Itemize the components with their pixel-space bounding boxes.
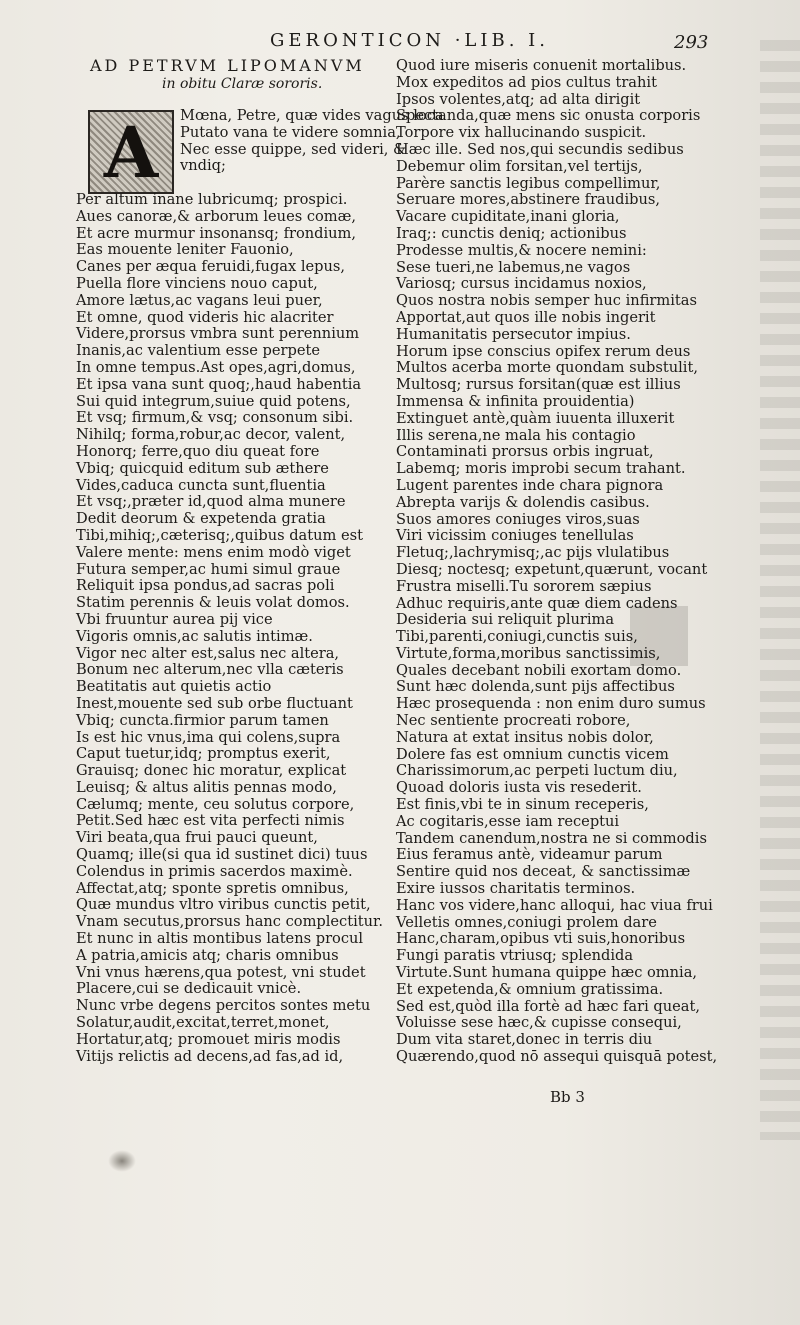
verse-line: Eas mouente leniter Fauonio, — [76, 241, 294, 259]
verse-line: Frustra miselli.Tu sororem sæpius — [396, 577, 652, 595]
verse-line: Nunc vrbe degens percitos sontes metu — [76, 997, 371, 1015]
verse-line: Extinguet antè,quàm iuuenta illuxerit — [396, 409, 675, 427]
verse-line: Videre,prorsus vmbra sunt perennium — [76, 325, 360, 343]
verse-line: Humanitatis persecutor impius. — [396, 325, 631, 343]
verse-line: Mox expeditos ad pios cultus trahit — [396, 73, 657, 91]
verse-line: Nihilq; forma,robur,ac decor, valent, — [76, 426, 346, 444]
verse-line: Hanc vos videre,hanc alloqui, hac viua frui — [396, 896, 713, 914]
verse-line: In omne tempus.Ast opes,agri,domus, — [76, 358, 356, 376]
verse-line: Sunt hæc dolenda,sunt pijs affectibus — [396, 678, 675, 696]
verse-line: Et omne, quod videris hic alacriter — [76, 308, 334, 326]
verse-line: Charissimorum,ac perpeti luctum diu, — [396, 762, 678, 780]
verse-line: Fungi paratis vtriusq; splendida — [396, 947, 634, 965]
verse-line: Leuisq; & altus alitis pennas modo, — [76, 778, 337, 796]
verse-line: A patria,amicis atq; charis omnibus — [76, 946, 339, 964]
verse-line: Prodesse multis,& nocere nemini: — [396, 241, 647, 259]
verse-line: Variosq; cursus incidamus noxios, — [396, 275, 647, 293]
verse-line: Et acre murmur insonansq; frondium, — [76, 224, 357, 242]
verse-line: Debemur olim forsitan,vel tertijs, — [396, 157, 643, 175]
verse-line: Abrepta varijs & dolendis casibus. — [396, 493, 650, 511]
verse-line: Vbiq; cuncta.firmior parum tamen — [76, 711, 329, 729]
verse-line: Vigoris omnis,ac salutis intimæ. — [76, 627, 313, 645]
verse-line: Hæc prosequenda : non enim duro sumus — [396, 695, 706, 713]
verse-line: Vacare cupiditate,inani gloria, — [396, 208, 620, 226]
verse-line: Quales decebant nobili exortam domo. — [396, 661, 682, 679]
verse-line: Vigor nec alter est,salus nec altera, — [76, 644, 340, 662]
verse-line: Puella flore vinciens nouo caput, — [76, 274, 318, 292]
verse-line: Et ipsa vana sunt quoq;,haud habentia — [76, 375, 362, 393]
verse-line: Vni vnus hærens,qua potest, vni studet — [76, 963, 366, 981]
verse-line: Virtute.Sunt humana quippe hæc omnia, — [396, 964, 698, 982]
right-column — [396, 57, 718, 1066]
verse-line: Multos acerba morte quondam substulit, — [396, 359, 698, 377]
verse-line: Quamq; ille(si qua id sustinet dici) tuus — [76, 846, 368, 864]
running-head-title: GERONTICON ·LIB. I. — [270, 30, 549, 51]
verse-line: Sed est,quòd illa fortè ad hæc fari queat, — [396, 997, 700, 1015]
bleed-through-text — [760, 40, 800, 1140]
verse-line: Per altum inane lubricumq; prospici. — [76, 191, 348, 208]
verse-line: Spectanda,quæ mens sic onusta corporis — [396, 107, 701, 125]
verse-line: Virtute,forma,moribus sanctissimis, — [396, 644, 661, 662]
page-number: 293 — [674, 32, 709, 53]
verse-line: Petit.Sed hæc est vita perfecti nimis — [76, 812, 345, 830]
verse-line: Iraq;: cunctis deniq; actionibus — [396, 224, 627, 242]
verse-line: Inest,mouente sed sub orbe fluctuant — [76, 694, 353, 712]
verse-line: Tibi,parenti,coniugi,cunctis suis, — [396, 628, 638, 646]
verse-line: Grauisq; donec hic moratur, explicat — [76, 762, 347, 780]
verse-line: Immensa & infinita prouidentia) — [396, 392, 635, 410]
decorated-initial — [88, 110, 174, 194]
verse-line: Apportat,aut quos ille nobis ingerit — [396, 308, 656, 326]
verse-line: Et vsq; firmum,& vsq; consonum sibi. — [76, 409, 354, 427]
verse-line: Quoad doloris iusta vis resederit. — [396, 779, 642, 797]
verse-line: vndiq; — [180, 157, 226, 175]
verse-line: Vitijs relictis ad decens,ad fas,ad id, — [76, 1047, 344, 1065]
verse-line: Natura at extat insitus nobis dolor, — [396, 728, 654, 746]
verse-line: Adhuc requiris,ante quæ diem cadens — [396, 594, 678, 612]
verse-line: Parère sanctis legibus compellimur, — [396, 174, 661, 192]
verse-line: Beatitatis aut quietis actio — [76, 678, 272, 696]
verse-line: Vnam secutus,prorsus hanc complectitur. — [76, 913, 384, 931]
verse-line: Hæc ille. Sed nos,qui secundis sedibus — [396, 140, 684, 158]
verse-line: Honorq; ferre,quo diu queat fore — [76, 442, 320, 460]
verse-line: Valere mente: mens enim modò viget — [76, 543, 351, 561]
verse-line: Dedit deorum & expetenda gratia — [76, 510, 326, 528]
verse-line: Seruare mores,abstinere fraudibus, — [396, 191, 661, 209]
verse-line: Cælumq; mente, ceu solutus corpore, — [76, 795, 355, 813]
verse-line: Affectat,atq; sponte spretis omnibus, — [76, 879, 349, 897]
running-head — [0, 30, 800, 54]
verse-line: Mœna, Petre, quæ vides vagus loca — [180, 107, 444, 124]
poem-subtitle: in obitu Claræ sororis. — [162, 76, 323, 92]
verse-line: Fletuq;,lachrymisq;,ac pijs vlulatibus — [396, 544, 670, 562]
verse-line: Placere,cui se dedicauit vnicè. — [76, 980, 302, 998]
verse-line: Ac cogitaris,esse iam receptui — [396, 812, 620, 830]
verse-line: Putato vana te videre somnia, — [180, 123, 401, 141]
verse-line: Et nunc in altis montibus latens procul — [76, 930, 364, 948]
verse-line: Et vsq;,præter id,quod alma munere — [76, 493, 346, 511]
verse-line: Reliquit ipsa pondus,ad sacras poli — [76, 577, 335, 595]
verse-line: Labemq; moris improbi secum trahant. — [396, 460, 686, 478]
verse-line: Quos nostra nobis semper huc infirmitas — [396, 292, 697, 310]
verse-line: Voluisse sese hæc,& cupisse consequi, — [396, 1014, 682, 1032]
verse-line: Dolere fas est omnium cunctis vicem — [396, 745, 669, 763]
verse-line: Exire iussos charitatis terminos. — [396, 880, 636, 898]
verse-line: Illis serena,ne mala his contagio — [396, 426, 636, 444]
verse-line: Quærendo,quod nō assequi quisquā potest, — [396, 1048, 718, 1066]
verse-line: Vides,caduca cuncta sunt,fluentia — [76, 476, 326, 494]
verse-line: Horum ipse conscius opifex rerum deus — [396, 342, 691, 360]
verse-line: Inanis,ac valentium esse perpete — [76, 342, 320, 360]
poem-title: AD PETRVM LIPOMANVM — [90, 56, 365, 75]
verse-line: Canes per æqua feruidi,fugax lepus, — [76, 258, 346, 276]
verse-line: Amore lætus,ac vagans leui puer, — [76, 291, 323, 309]
verse-line: Viri beata,qua frui pauci queunt, — [76, 829, 318, 847]
verse-line: Contaminati prorsus orbis ingruat, — [396, 443, 654, 461]
verse-line: Ipsos volentes,atq; ad alta dirigit — [396, 90, 641, 108]
verse-line: Vbi fruuntur aurea pij vice — [76, 610, 273, 628]
verse-line: Est finis,vbi te in sinum receperis, — [396, 796, 649, 814]
verse-line: Desideria sui reliquit plurima — [396, 611, 615, 629]
verse-line: Bonum nec alterum,nec vlla cæteris — [76, 661, 344, 679]
verse-line: Caput tuetur,idq; promptus exerit, — [76, 745, 331, 763]
left-column — [76, 192, 401, 1065]
verse-line: Dum vita staret,donec in terris diu — [396, 1031, 653, 1049]
verse-line: Aues canoræ,& arborum leues comæ, — [76, 207, 357, 225]
signature-mark: Bb 3 — [550, 1088, 585, 1106]
verse-line: Torpore vix hallucinando suspicit. — [396, 124, 647, 142]
verse-line: Futura semper,ac humi simul graue — [76, 560, 341, 578]
poem-heading — [90, 56, 402, 92]
initial-block — [180, 107, 444, 175]
verse-line: Multosq; rursus forsitan(quæ est illius — [396, 376, 681, 394]
ink-spot — [108, 1150, 136, 1172]
verse-line: Sui quid integrum,suiue quid potens, — [76, 392, 351, 410]
verse-line: Diesq; noctesq; expetunt,quærunt, vocant — [396, 560, 708, 578]
verse-line: Sentire quid nos deceat, & sanctissimæ — [396, 863, 691, 881]
verse-line: Hanc,charam,opibus vti suis,honoribus — [396, 930, 686, 948]
verse-line: Hortatur,atq; promouet miris modis — [76, 1030, 341, 1048]
verse-line: Sese tueri,ne labemus,ne vagos — [396, 258, 631, 276]
verse-line: Colendus in primis sacerdos maximè. — [76, 862, 353, 880]
verse-line: Solatur,audit,excitat,terret,monet, — [76, 1014, 330, 1032]
verse-line: Velletis omnes,coniugi prolem dare — [396, 913, 657, 931]
verse-line: Quod iure miseris conuenit mortalibus. — [396, 57, 687, 74]
verse-line: Lugent parentes inde chara pignora — [396, 476, 664, 494]
decorated-initial-letter: A — [103, 110, 159, 194]
verse-line: Suos amores coniuges viros,suas — [396, 510, 640, 528]
verse-line: Nec esse quippe, sed videri, & — [180, 140, 407, 158]
verse-line: Et expetenda,& omnium gratissima. — [396, 980, 664, 998]
verse-line: Statim perennis & leuis volat domos. — [76, 594, 350, 612]
verse-line: Is est hic vnus,ima qui colens,supra — [76, 728, 341, 746]
verse-line: Quæ mundus vltro viribus cunctis petit, — [76, 896, 371, 914]
verse-line: Vbiq; quicquid editum sub æthere — [76, 459, 329, 477]
verse-line: Tandem canendum,nostra ne si commodis — [396, 829, 707, 847]
verse-line: Tibi,mihiq;,cæterisq;,quibus datum est — [76, 526, 363, 544]
verse-line: Viri vicissim coniuges tenellulas — [396, 527, 634, 545]
verse-line: Nec sentiente procreati robore, — [396, 712, 631, 730]
verse-line: Eius feramus antè, videamur parum — [396, 846, 663, 864]
